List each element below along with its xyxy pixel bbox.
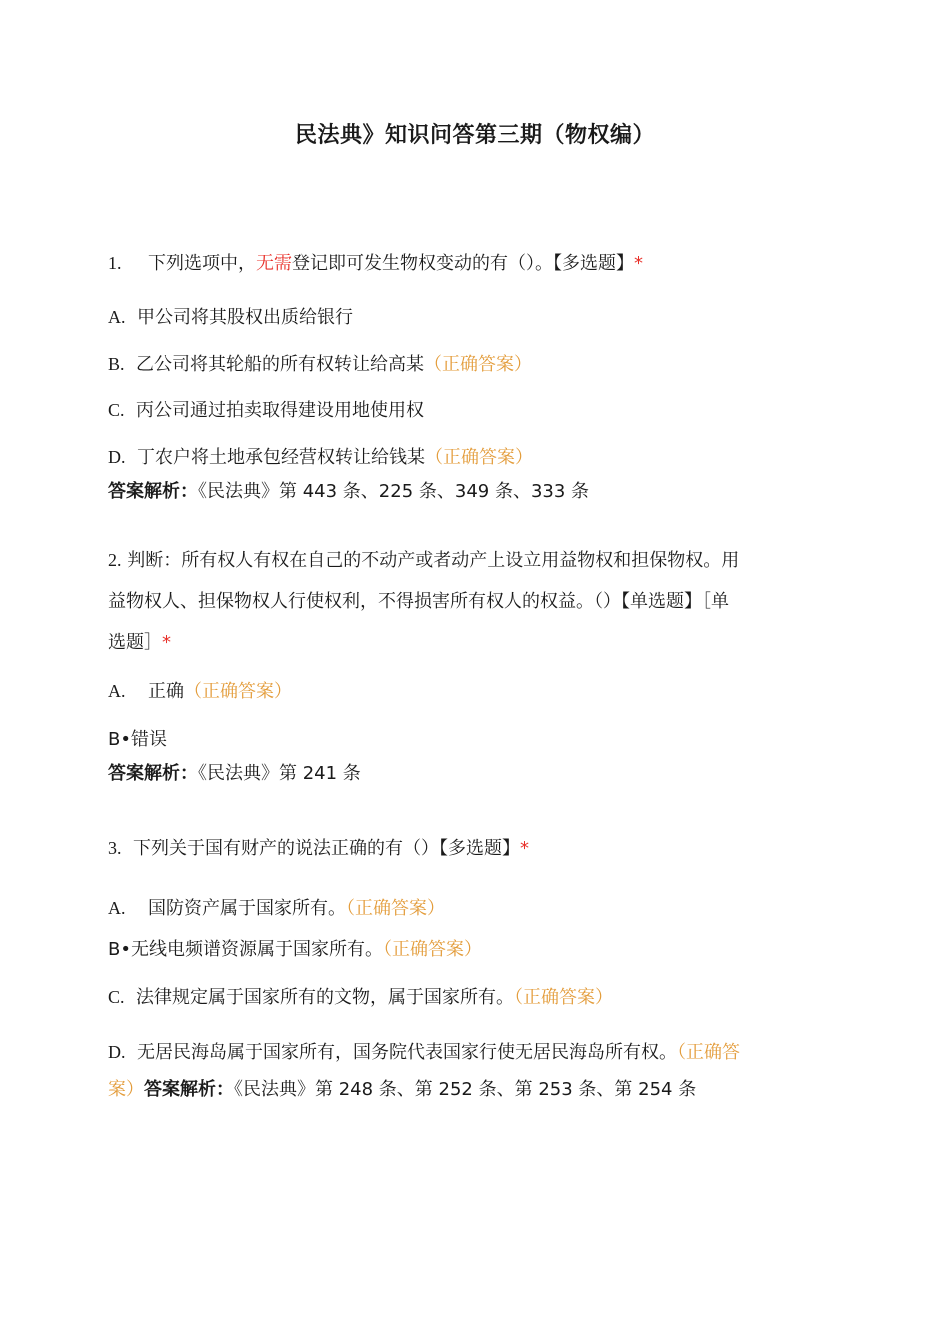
option-text: 正确	[148, 681, 184, 702]
document-title: 民法典》知识问答第三期（物权编）	[294, 123, 655, 148]
correct-answer-tag-part-1: （正确答	[676, 1042, 740, 1063]
required-mark: *	[162, 632, 171, 653]
analysis-label: 答案解析：	[108, 763, 198, 784]
option-text: 丁农户将土地承包经营权转让给钱某	[136, 447, 425, 468]
question-1-option-d[interactable]	[108, 445, 533, 470]
question-3-option-d[interactable]	[108, 1034, 838, 1108]
question-2-analysis	[108, 762, 361, 786]
question-3-prompt	[108, 836, 529, 861]
correct-answer-tag: （正确答案）	[346, 898, 445, 919]
question-1-text-after: 登记即可发生物权变动的有（）。【多选题】	[292, 253, 634, 274]
question-2-line-3: 选题］	[108, 632, 162, 653]
question-1-analysis	[108, 480, 589, 504]
option-text: 甲公司将其股权出质给银行	[136, 307, 353, 328]
option-text: 丙公司通过拍卖取得建设用地使用权	[135, 400, 424, 421]
option-letter: C.	[108, 987, 125, 1007]
analysis-label: 答案解析：	[108, 481, 198, 502]
question-3-option-c[interactable]	[108, 985, 613, 1010]
option-text: 国防资产属于国家所有。	[148, 898, 346, 919]
question-2-option-b[interactable]	[108, 728, 167, 752]
question-3-analysis: 《民法典》第 248 条、第 252 条、第 253 条、第 254 条	[234, 1079, 697, 1100]
option-text: 无居民海岛属于国家所有，国务院代表国家行使无居民海岛所有权。	[136, 1042, 677, 1063]
option-text: B•无线电频谱资源属于国家所有。	[108, 939, 383, 960]
option-letter: A.	[108, 307, 126, 327]
question-1-option-a[interactable]	[108, 305, 353, 330]
question-1-option-c[interactable]	[108, 398, 424, 423]
question-2-number: 2.	[108, 550, 122, 570]
question-2-prompt	[108, 540, 843, 663]
question-2-line-2: 益物权人、担保物权人行使权利，不得损害所有权人的权益。（）【单选题】［单	[108, 591, 729, 612]
analysis-text: 《民法典》第 241 条	[198, 763, 361, 784]
required-mark: *	[519, 838, 529, 859]
correct-answer-tag: （正确答案）	[424, 447, 533, 468]
question-1-option-b[interactable]	[108, 352, 532, 377]
correct-answer-tag: （正确答案）	[513, 987, 613, 1008]
question-3-number: 3.	[108, 838, 122, 858]
question-1-prompt	[108, 251, 643, 276]
option-letter: B.	[108, 354, 125, 374]
analysis-label: 答案解析：	[144, 1079, 234, 1100]
correct-answer-tag: （正确答案）	[382, 939, 482, 960]
question-1-text-before: 下列选项中，	[148, 253, 256, 274]
option-letter: C.	[108, 400, 125, 420]
question-2-option-a[interactable]	[108, 679, 292, 704]
analysis-text: 《民法典》第 443 条、225 条、349 条、333 条	[198, 481, 590, 502]
correct-answer-tag-part-2: 案）	[108, 1079, 144, 1100]
option-text: 法律规定属于国家所有的文物，属于国家所有。	[135, 987, 514, 1008]
option-letter: D.	[108, 447, 126, 467]
question-3-option-b[interactable]	[108, 938, 482, 962]
question-1-number: 1.	[108, 253, 122, 273]
correct-answer-tag: （正确答案）	[184, 681, 292, 702]
correct-answer-tag: （正确答案）	[423, 354, 532, 375]
option-text: 乙公司将其轮船的所有权转让给高某	[135, 354, 424, 375]
question-3-option-a[interactable]	[108, 896, 445, 921]
question-3-text: 下列关于国有财产的说法正确的有（）【多选题】	[132, 838, 520, 859]
option-letter: A.	[108, 681, 126, 701]
question-2-line-1: 判断：所有权人有权在自己的不动产或者动产上设立用益物权和担保物权。用	[127, 550, 740, 571]
question-1-highlight: 无需	[256, 253, 292, 274]
option-letter: D.	[108, 1042, 126, 1062]
required-mark: *	[634, 253, 643, 274]
option-letter: A.	[108, 898, 126, 918]
option-text: B•错误	[108, 729, 167, 750]
